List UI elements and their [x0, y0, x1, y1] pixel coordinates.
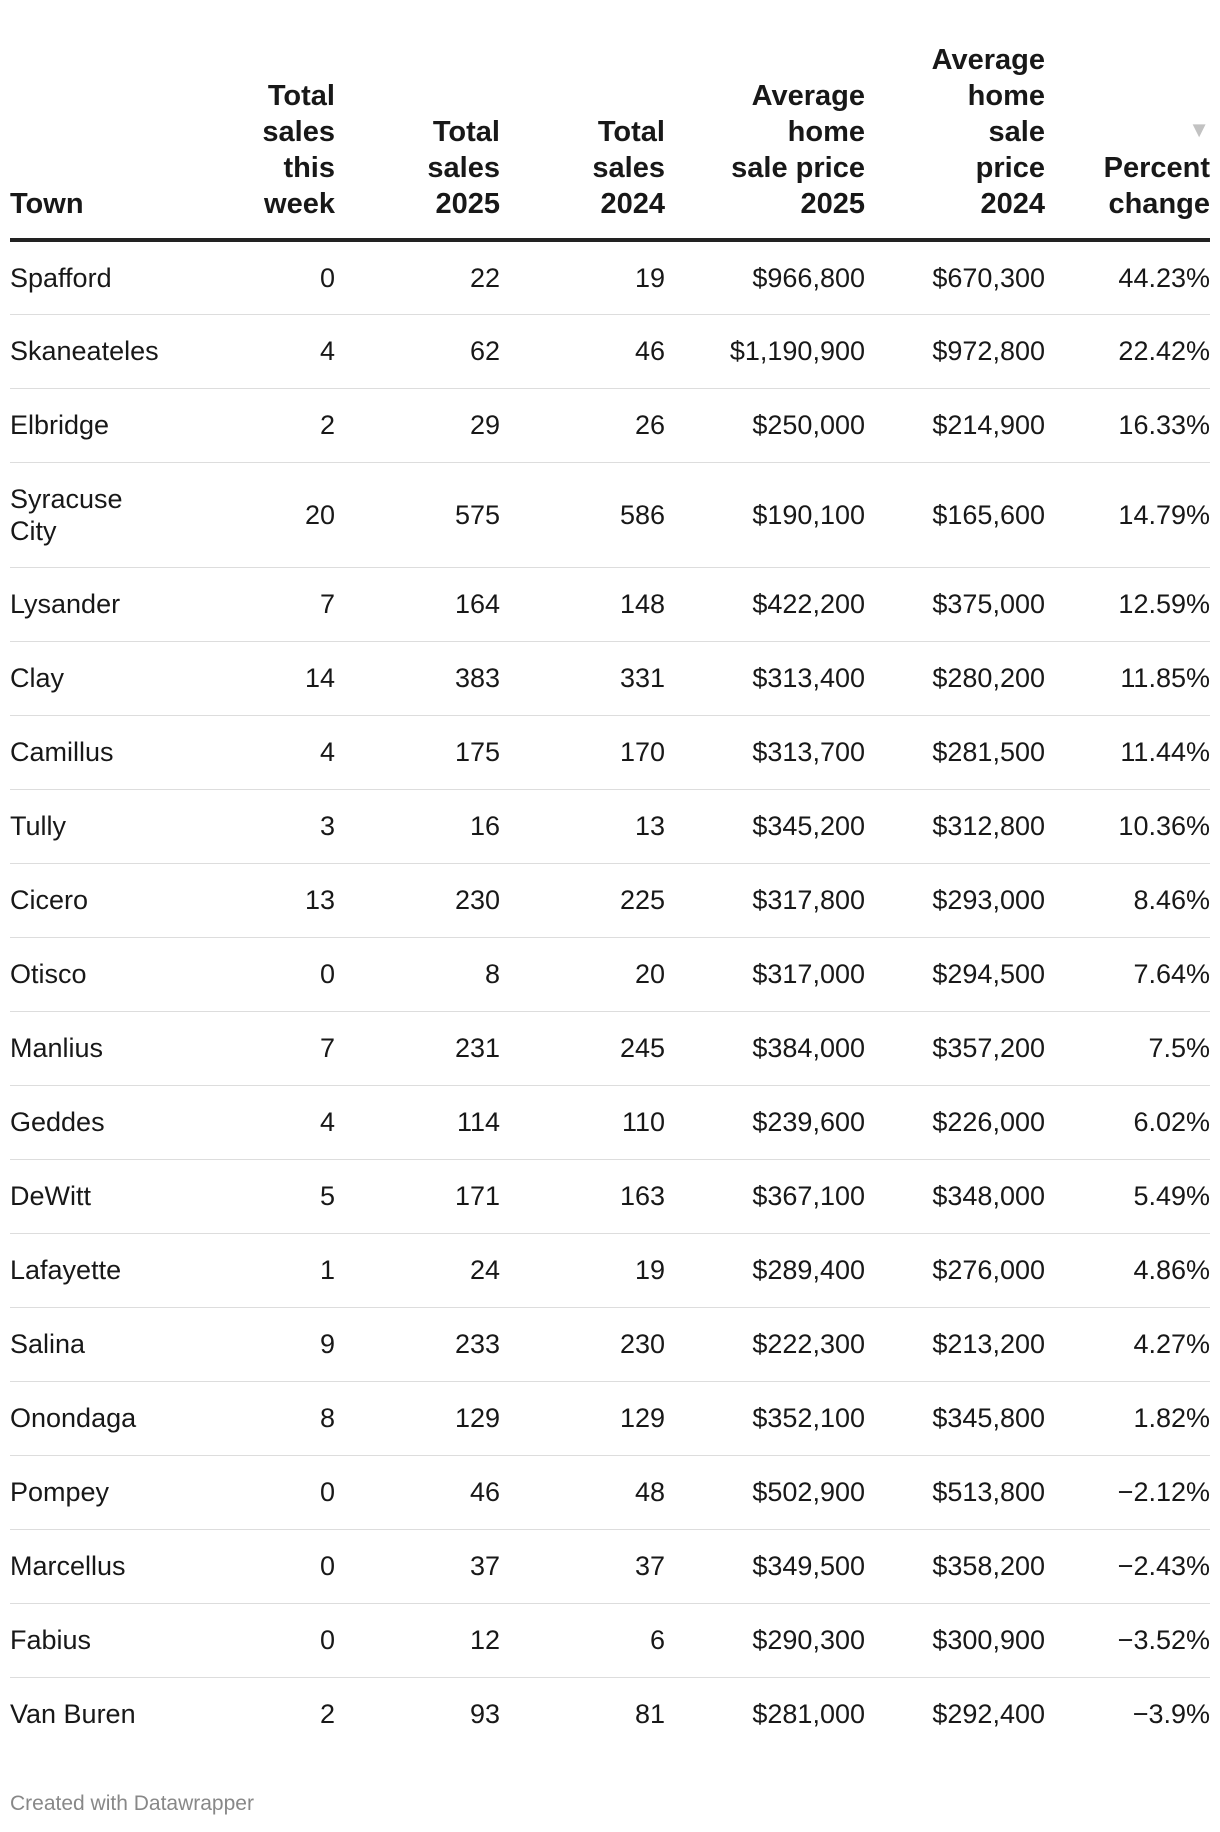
cell-sales-this-week: 14	[165, 641, 335, 715]
column-header-sales-2025[interactable]	[335, 0, 500, 240]
cell-sales-2025: 24	[335, 1233, 500, 1307]
cell-town: Onondaga	[10, 1381, 165, 1455]
cell-town: Lafayette	[10, 1233, 165, 1307]
cell-price-2024: $165,600	[865, 462, 1045, 567]
column-header-price-2024[interactable]	[865, 0, 1045, 240]
cell-percent-change: 4.27%	[1045, 1307, 1210, 1381]
column-header-label: Percent change	[1103, 152, 1210, 220]
cell-town: Otisco	[10, 937, 165, 1011]
cell-price-2025: $384,000	[665, 1011, 865, 1085]
cell-sales-this-week: 3	[165, 789, 335, 863]
cell-price-2024: $281,500	[865, 715, 1045, 789]
cell-town: Van Buren	[10, 1699, 136, 1730]
cell-percent-change: −3.52%	[1045, 1603, 1210, 1677]
column-header-price-2025[interactable]	[665, 0, 865, 240]
cell-town: Marcellus	[10, 1529, 165, 1603]
sort-descending-icon[interactable]: ▼	[1188, 117, 1210, 142]
cell-sales-2025: 62	[335, 314, 500, 388]
cell-percent-change: 11.44%	[1045, 715, 1210, 789]
cell-sales-this-week: 7	[165, 1011, 335, 1085]
cell-percent-change: −2.43%	[1045, 1529, 1210, 1603]
cell-price-2025: $422,200	[665, 567, 865, 641]
cell-sales-2024: 225	[500, 863, 665, 937]
table-body	[10, 240, 1210, 1751]
cell-town: Pompey	[10, 1455, 165, 1529]
cell-sales-this-week: 4	[165, 715, 335, 789]
cell-sales-this-week: 9	[165, 1307, 335, 1381]
table-row	[10, 314, 1210, 388]
cell-price-2025: $352,100	[665, 1381, 865, 1455]
cell-town: Cicero	[10, 863, 165, 937]
cell-price-2024: $300,900	[865, 1603, 1045, 1677]
cell-sales-this-week: 5	[165, 1159, 335, 1233]
cell-sales-2025: 37	[335, 1529, 500, 1603]
column-header-town[interactable]	[10, 0, 165, 240]
table-row	[10, 641, 1210, 715]
header-row	[10, 0, 1210, 240]
cell-price-2025: $313,400	[665, 641, 865, 715]
cell-sales-2025: 164	[335, 567, 500, 641]
datawrapper-credit[interactable]: Created with Datawrapper	[10, 1792, 254, 1815]
cell-percent-change: −2.12%	[1045, 1455, 1210, 1529]
cell-sales-2025: 175	[335, 715, 500, 789]
cell-price-2024: $213,200	[865, 1307, 1045, 1381]
table-row	[10, 240, 1210, 314]
cell-sales-this-week: 0	[165, 1455, 335, 1529]
cell-percent-change: 11.85%	[1045, 641, 1210, 715]
cell-sales-2025: 171	[335, 1159, 500, 1233]
cell-sales-2025: 575	[335, 462, 500, 567]
cell-sales-2024: 170	[500, 715, 665, 789]
cell-price-2025: $1,190,900	[665, 314, 865, 388]
cell-sales-2024: 245	[500, 1011, 665, 1085]
cell-percent-change: 5.49%	[1045, 1159, 1210, 1233]
cell-price-2024: $214,900	[865, 388, 1045, 462]
cell-sales-this-week: 0	[165, 1603, 335, 1677]
cell-sales-2024: 331	[500, 641, 665, 715]
cell-sales-this-week: 7	[165, 567, 335, 641]
cell-price-2025: $367,100	[665, 1159, 865, 1233]
cell-percent-change: 22.42%	[1045, 314, 1210, 388]
home-sales-table	[10, 0, 1210, 1751]
cell-price-2025: $239,600	[665, 1085, 865, 1159]
cell-sales-2024: 20	[500, 937, 665, 1011]
cell-price-2024: $375,000	[865, 567, 1045, 641]
table-row	[10, 1381, 1210, 1455]
cell-town: Lysander	[10, 567, 165, 641]
cell-sales-2025: 16	[335, 789, 500, 863]
cell-sales-this-week: 8	[165, 1381, 335, 1455]
cell-sales-this-week: 4	[165, 1085, 335, 1159]
cell-town: Clay	[10, 641, 165, 715]
table-row	[10, 1455, 1210, 1529]
column-header-label: Total sales 2025	[427, 116, 500, 220]
cell-percent-change: 12.59%	[1045, 567, 1210, 641]
cell-price-2024: $280,200	[865, 641, 1045, 715]
cell-percent-change: 7.64%	[1045, 937, 1210, 1011]
cell-price-2024: $513,800	[865, 1455, 1045, 1529]
cell-sales-this-week: 0	[165, 937, 335, 1011]
cell-price-2024: $972,800	[865, 314, 1045, 388]
cell-sales-2025: 93	[469, 1699, 500, 1730]
data-table-container	[10, 0, 1210, 1751]
table-row	[10, 1307, 1210, 1381]
cell-sales-2024: 6	[500, 1603, 665, 1677]
cell-price-2025: $966,800	[665, 240, 865, 314]
table-row	[10, 1603, 1210, 1677]
table-row	[10, 462, 1210, 567]
cell-percent-change: 10.36%	[1045, 789, 1210, 863]
cell-percent-change: 16.33%	[1045, 388, 1210, 462]
cell-sales-2024: 163	[500, 1159, 665, 1233]
cell-percent-change: 1.82%	[1045, 1381, 1210, 1455]
cell-sales-2024: 19	[500, 1233, 665, 1307]
cell-sales-2025: 114	[335, 1085, 500, 1159]
cell-price-2024: $312,800	[865, 789, 1045, 863]
cell-price-2025: $317,800	[665, 863, 865, 937]
column-header-label: Average home sale price 2024	[931, 44, 1045, 220]
cell-sales-2025: 129	[335, 1381, 500, 1455]
cell-price-2024: $357,200	[865, 1011, 1045, 1085]
cell-sales-this-week: 0	[165, 240, 335, 314]
table-row	[10, 388, 1210, 462]
cell-sales-2024: 586	[500, 462, 665, 567]
cell-price-2024: $670,300	[865, 240, 1045, 314]
cell-sales-2024: 129	[500, 1381, 665, 1455]
cell-sales-2024: 148	[500, 567, 665, 641]
cell-percent-change: 14.79%	[1045, 462, 1210, 567]
cell-sales-this-week: 4	[165, 314, 335, 388]
cell-price-2025: $349,500	[665, 1529, 865, 1603]
column-header-label: Total sales 2024	[592, 116, 665, 220]
cell-sales-2025: 383	[335, 641, 500, 715]
table-row	[10, 567, 1210, 641]
table-row	[10, 863, 1210, 937]
cell-price-2024: $276,000	[865, 1233, 1045, 1307]
cell-sales-2024: 110	[500, 1085, 665, 1159]
column-header-sales-2024[interactable]	[500, 0, 665, 240]
cell-price-2025: $502,900	[665, 1455, 865, 1529]
cell-town: Skaneateles	[10, 314, 165, 388]
cell-price-2024: $348,000	[865, 1159, 1045, 1233]
cell-price-2025: $313,700	[665, 715, 865, 789]
cell-town: Tully	[10, 789, 165, 863]
column-header-label: Average home sale price 2025	[731, 80, 865, 220]
cell-sales-2025: 46	[335, 1455, 500, 1529]
cell-price-2025: $222,300	[665, 1307, 865, 1381]
cell-sales-2024: 48	[500, 1455, 665, 1529]
cell-town: Camillus	[10, 715, 165, 789]
cell-town: Spafford	[10, 240, 165, 314]
column-header-sales-this-week[interactable]	[165, 0, 335, 240]
cell-town: Fabius	[10, 1603, 165, 1677]
table-row	[10, 789, 1210, 863]
cell-percent-change: 7.5%	[1045, 1011, 1210, 1085]
cell-price-2025: $317,000	[665, 937, 865, 1011]
cell-sales-2025: 230	[335, 863, 500, 937]
cell-price-2025: $345,200	[665, 789, 865, 863]
table-row	[10, 1233, 1210, 1307]
cell-price-2025: $289,400	[665, 1233, 865, 1307]
cell-percent-change: 44.23%	[1045, 240, 1210, 314]
cell-price-2025: $250,000	[665, 388, 865, 462]
cell-town: Syracuse City	[10, 462, 165, 567]
cell-sales-2024: 81	[634, 1699, 665, 1730]
cell-sales-this-week: 2	[319, 1699, 335, 1730]
cell-sales-2024: 46	[500, 314, 665, 388]
cell-percent-change: −3.9%	[1132, 1699, 1210, 1730]
cell-sales-2025: 231	[335, 1011, 500, 1085]
cell-price-2024: $358,200	[865, 1529, 1045, 1603]
cell-sales-2025: 12	[335, 1603, 500, 1677]
cell-sales-this-week: 0	[165, 1529, 335, 1603]
table-row	[10, 715, 1210, 789]
cell-town: Salina	[10, 1307, 165, 1381]
table-row	[10, 937, 1210, 1011]
cell-sales-this-week: 13	[165, 863, 335, 937]
cell-sales-2025: 8	[335, 937, 500, 1011]
cell-sales-2024: 230	[500, 1307, 665, 1381]
cell-percent-change: 4.86%	[1045, 1233, 1210, 1307]
cell-price-2024: $292,400	[932, 1699, 1045, 1730]
cell-sales-this-week: 2	[165, 388, 335, 462]
cell-town: Geddes	[10, 1085, 165, 1159]
column-header-label: Total sales this week	[262, 80, 335, 220]
cell-town: Elbridge	[10, 388, 165, 462]
table-row	[10, 1011, 1210, 1085]
cell-price-2025: $290,300	[665, 1603, 865, 1677]
cell-sales-2024: 19	[500, 240, 665, 314]
table-row	[10, 1085, 1210, 1159]
table-row	[10, 1677, 1210, 1751]
cell-sales-2025: 22	[335, 240, 500, 314]
cell-price-2025: $281,000	[752, 1699, 865, 1730]
column-header-label: Town	[10, 188, 84, 220]
cell-price-2025: $190,100	[665, 462, 865, 567]
column-header-percent-change[interactable]	[1045, 0, 1210, 240]
cell-town: Manlius	[10, 1011, 165, 1085]
table-row	[10, 1159, 1210, 1233]
cell-percent-change: 6.02%	[1045, 1085, 1210, 1159]
cell-sales-2025: 29	[335, 388, 500, 462]
cell-sales-this-week: 1	[165, 1233, 335, 1307]
cell-sales-2024: 26	[500, 388, 665, 462]
cell-sales-this-week: 20	[165, 462, 335, 567]
cell-price-2024: $226,000	[865, 1085, 1045, 1159]
table-header	[10, 0, 1210, 240]
cell-percent-change: 8.46%	[1045, 863, 1210, 937]
cell-sales-2024: 37	[500, 1529, 665, 1603]
cell-sales-2024: 13	[500, 789, 665, 863]
cell-price-2024: $294,500	[865, 937, 1045, 1011]
cell-sales-2025: 233	[335, 1307, 500, 1381]
cell-price-2024: $345,800	[865, 1381, 1045, 1455]
cell-price-2024: $293,000	[865, 863, 1045, 937]
table-row	[10, 1529, 1210, 1603]
cell-town: DeWitt	[10, 1159, 165, 1233]
